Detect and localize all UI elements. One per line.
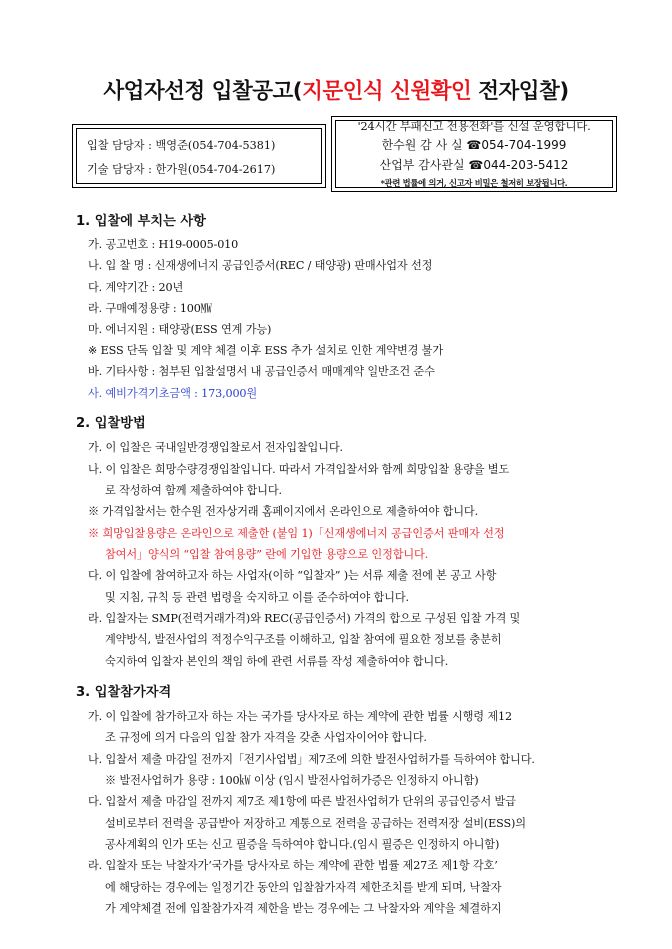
list-item: 가. 이 입찰에 참가하고자 하는 자는 국가를 당사자로 하는 계약에 관한 법률 시행령 제12 — [88, 710, 512, 723]
bid-contact: 입찰 담당자 : 백영준(054-704-5381) — [87, 139, 276, 152]
tech-contact: 기술 담당자 : 한가원(054-704-2617) — [87, 163, 276, 176]
red-notice: 참여서」양식의 “입찰 참여용량” 란에 기입한 용량으로 인정합니다. — [105, 548, 429, 561]
list-item: 가. 이 입찰은 국내일반경쟁입찰로서 전자입찰입니다. — [88, 441, 343, 454]
list-item: 라. 입찰자 또는 낙찰자가‘국가를 당사자로 하는 계약에 관한 법률 제27조 제1항 각호’ — [88, 859, 498, 872]
hotline-note: *관련 법률에 의거, 신고자 비밀은 철저히 보장됩니다. — [380, 178, 568, 188]
list-item: 가. 공고번호 : H19-0005-010 — [88, 238, 239, 251]
reserve-price: 사. 예비가격기초금액 : 173,000원 — [88, 387, 258, 400]
section1-heading: 1. 입찰에 부치는 사항 — [76, 214, 206, 229]
telephone-icon: ☎ — [468, 158, 484, 172]
list-item: 바. 기타사항 : 첨부된 입찰설명서 내 공급인증서 매매계약 일반조건 준수 — [88, 365, 435, 378]
list-item: 라. 구매예정용량 : 100㎿ — [88, 302, 212, 315]
list-item: 나. 입 찰 명 : 신재생에너지 공급인증서(REC / 태양광) 판매사업자 선정 — [88, 259, 433, 272]
hotline-headline: '24시간 부패신고 전용전화'를 신설 운영합니다. — [357, 119, 591, 133]
hotline-box — [331, 116, 617, 192]
section2-heading: 2. 입찰방법 — [76, 416, 146, 431]
list-item: 로 작성하여 함께 제출하여야 합니다. — [105, 484, 282, 497]
telephone-icon: ☎ — [466, 138, 482, 152]
section3-heading: 3. 입찰참가자격 — [76, 685, 172, 700]
list-item: 마. 에너지원 : 태양광(ESS 연계 가능) — [88, 323, 272, 336]
red-notice: ※ 희망입찰용량은 온라인으로 제출한 (붙임 1)「신재생에너지 공급인증서 판매자 선정 — [88, 527, 505, 540]
title-highlight: 지문인식 신원확인 — [302, 79, 472, 104]
list-item: 조 규정에 의거 다음의 입찰 참가 자격을 갖춘 사업자이어야 합니다. — [105, 731, 427, 744]
list-item: ※ ESS 단독 입찰 및 계약 체결 이후 ESS 추가 설치로 인한 계약변경 불가 — [88, 344, 443, 357]
list-item: 나. 입찰서 제출 마감일 전까지「전기사업법」제7조에 의한 발전사업허가를 득하여야 합니다. — [88, 753, 535, 766]
list-item: 설비로부터 전력을 공급받아 저장하고 계통으로 전력을 공급하는 전력저장 설비(ESS)의 — [105, 817, 526, 830]
hotline-ministry: 산업부 감사관실 ☎044-203-5412 — [379, 158, 569, 172]
list-item: 에 해당하는 경우에는 일정기간 동안의 입찰참가자격 제한조치를 받게 되며, 낙찰자 — [105, 881, 502, 894]
hotline-audit: 한수원 감 사 실 ☎054-704-1999 — [381, 138, 567, 152]
list-item: 공사계획의 인가 또는 신고 필증을 득하여야 합니다.(임시 필증은 인정하지 아니함) — [105, 838, 500, 851]
list-item: 숙지하여 입찰자 본인의 책임 하에 관련 서류를 작성 제출하여야 합니다. — [105, 655, 449, 668]
list-item: 가 계약체결 전에 입찰참가자격 제한을 받는 경우에는 그 낙찰자와 계약을 체결하지 — [105, 902, 502, 915]
contact-box — [72, 124, 326, 188]
list-item: 나. 이 입찰은 희망수량경쟁입찰입니다. 따라서 가격입찰서와 함께 희망입찰 용량을 별도 — [88, 463, 510, 476]
list-item: ※ 가격입찰서는 한수원 전자상거래 홈페이지에서 온라인으로 제출하여야 합니다. — [88, 505, 478, 518]
list-item: 라. 입찰자는 SMP(전력거래가격)와 REC(공급인증서) 가격의 합으로 구성된 입찰 가격 및 — [88, 612, 521, 625]
list-item: 다. 이 입찰에 참여하고자 하는 사업자(이하 “입찰자” )는 서류 제출 전에 본 공고 사항 — [88, 569, 497, 582]
list-item: 및 지침, 규칙 등 관련 법령을 숙지하고 이를 준수하여야 합니다. — [105, 591, 409, 604]
list-item: 다. 입찰서 제출 마감일 전까지 제7조 제1항에 따른 발전사업허가 단위의 공급인증서 발급 — [88, 795, 516, 808]
list-item: 계약방식, 발전사업의 적정수익구조를 이해하고, 입찰 참여에 필요한 정보를 충분히 — [105, 633, 502, 646]
list-item: 다. 계약기간 : 20년 — [88, 281, 184, 294]
page-title: 사업자선정 입찰공고(지문인식 신원확인 전자입찰) — [103, 79, 569, 104]
list-item: ※ 발전사업허가 용량 : 100㎾ 이상 (임시 발전사업허가증은 인정하지 아니함) — [105, 774, 479, 787]
